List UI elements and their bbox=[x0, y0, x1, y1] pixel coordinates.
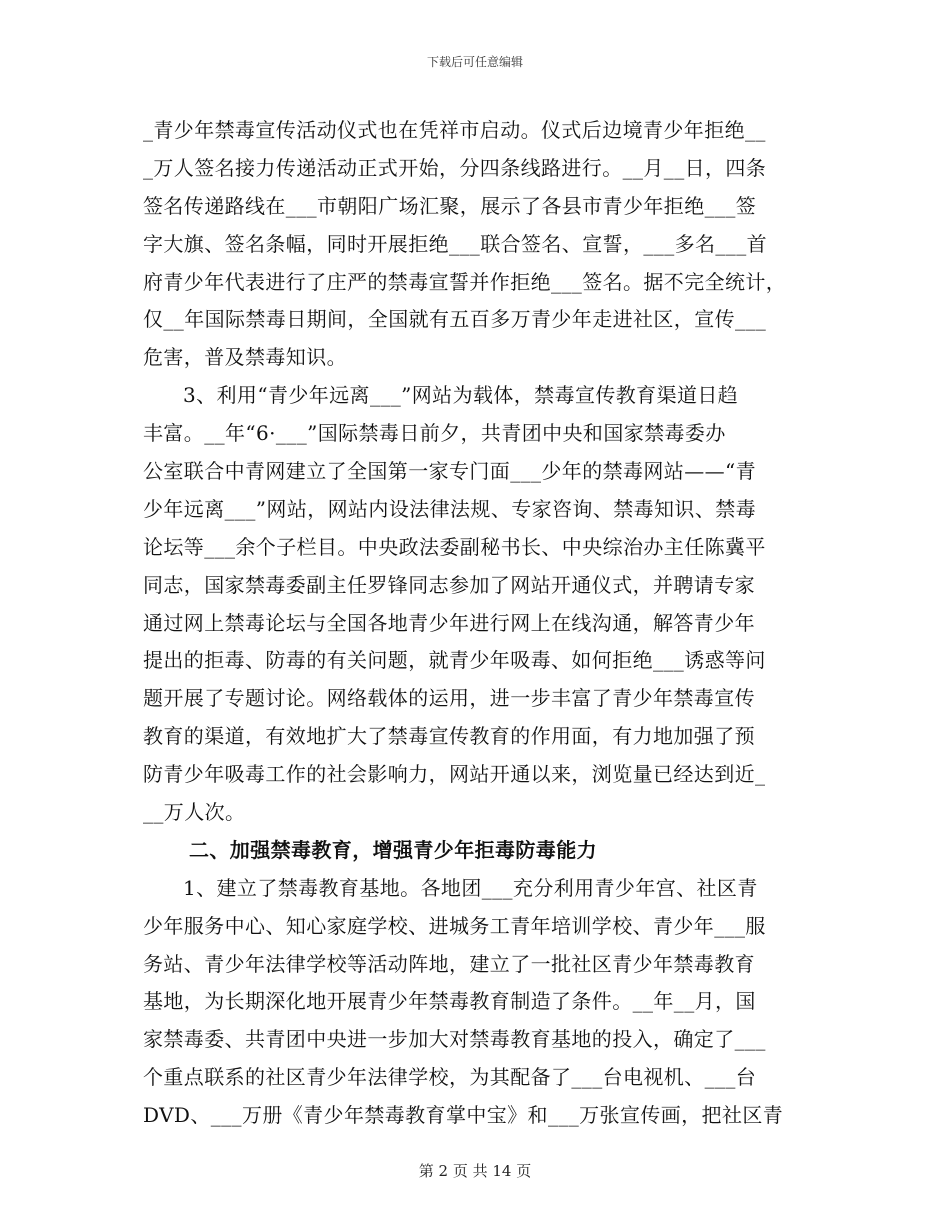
paragraph-first-line: 1、建立了禁毒教育基地。各地团___充分利用青少年宫、社区青 bbox=[183, 875, 758, 900]
text-line: 公室联合中青网建立了全国第一家专门面___少年的禁毒网站——“青 bbox=[143, 459, 757, 484]
text-line: 危害，普及禁毒知识。 bbox=[143, 345, 347, 370]
text-line: _万人签名接力传递活动正式开始，分四条线路进行。__月__日，四条 bbox=[143, 155, 767, 180]
text-line: 少年服务中心、知心家庭学校、进城务工青年培训学校、青少年___服 bbox=[143, 913, 766, 938]
text-line: DVD、___万册《青少年禁毒教育掌中宝》和___万张宣传画，把社区青 bbox=[143, 1103, 784, 1128]
text-line: 务站、青少年法律学校等活动阵地，建立了一批社区青少年禁毒教育 bbox=[143, 951, 755, 976]
text-line: 通过网上禁毒论坛与全国各地青少年进行网上在线沟通，解答青少年 bbox=[143, 610, 755, 635]
text-line: 字大旗、签名条幅，同时开展拒绝___联合签名、宣誓，___多名___首 bbox=[143, 231, 767, 256]
text-line: 题开展了专题讨论。网络载体的运用，进一步丰富了青少年禁毒宣传 bbox=[143, 686, 755, 711]
text-line: 少年远离___”网站，网站内设法律法规、专家咨询、禁毒知识、禁毒 bbox=[143, 496, 757, 521]
paragraph-first-line: 3、利用“青少年远离___”网站为载体，禁毒宣传教育渠道日趋 bbox=[183, 383, 739, 408]
page-header: 下载后可任意编辑 bbox=[426, 55, 523, 69]
text-line: 论坛等___余个子栏目。中央政法委副秘书长、中央综治办主任陈冀平 bbox=[143, 534, 766, 559]
text-line: 同志，国家禁毒委副主任罗锋同志参加了网站开通仪式，并聘请专家 bbox=[143, 572, 755, 597]
text-line: 签名传递路线在___市朝阳广场汇聚，展示了各县市青少年拒绝___签 bbox=[143, 193, 757, 218]
text-line: _青少年禁毒宣传活动仪式也在凭祥市启动。仪式后边境青少年拒绝__ bbox=[143, 118, 766, 142]
text-line: __万人次。 bbox=[143, 800, 246, 825]
text-line: 基地，为长期深化地开展青少年禁毒教育制造了条件。__年__月，国 bbox=[143, 989, 756, 1014]
text-line: 仅__年国际禁毒日期间，全国就有五百多万青少年走进社区，宣传___ bbox=[143, 307, 767, 332]
text-line: 丰富。__年“6·___”国际禁毒日前夕，共青团中央和国家禁毒委办 bbox=[143, 421, 726, 446]
text-line: 防青少年吸毒工作的社会影响力，网站开通以来，浏览量已经达到近_ bbox=[143, 762, 766, 787]
document-body bbox=[143, 112, 811, 1135]
text-line: 提出的拒毒、防毒的有关问题，就青少年吸毒、如何拒绝___诱惑等问 bbox=[143, 648, 766, 673]
page-footer: 第 2 页 共 14 页 bbox=[418, 1162, 532, 1180]
text-line: 家禁毒委、共青团中央进一步加大对禁毒教育基地的投入，确定了___ bbox=[143, 1027, 766, 1052]
text-line: 府青少年代表进行了庄严的禁毒宣誓并作拒绝___签名。据不完全统计， bbox=[143, 269, 787, 294]
text-line: 教育的渠道，有效地扩大了禁毒宣传教育的作用面，有力地加强了预 bbox=[143, 724, 755, 749]
text-line: 个重点联系的社区青少年法律学校，为其配备了___台电视机、___台 bbox=[143, 1065, 757, 1090]
section-heading: 二、加强禁毒教育，增强青少年拒毒防毒能力 bbox=[189, 837, 597, 862]
